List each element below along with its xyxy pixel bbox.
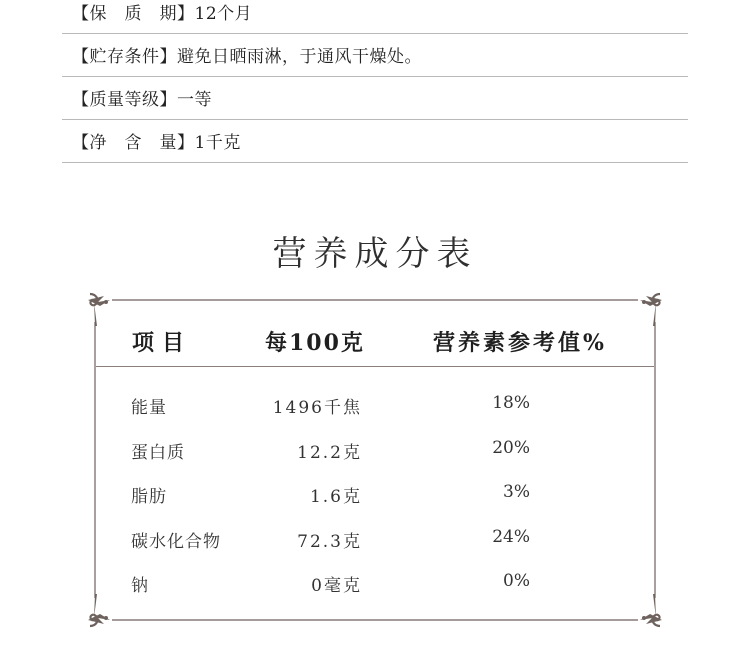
table-row: [0, 393, 750, 433]
header-per-100g: 每100克: [265, 330, 365, 356]
table-row: [0, 571, 750, 611]
spec-row-shelf-life: [62, 0, 688, 34]
spec-row-storage: [62, 34, 688, 77]
spec-value: 12个月: [194, 4, 253, 24]
spec-value: 避免日晒雨淋，于通风干燥处。: [177, 47, 422, 67]
header-item: 项目: [132, 330, 193, 356]
nutrition-table-title: 营养成分表: [272, 234, 478, 274]
spec-key: 【净 含 量】: [72, 133, 195, 153]
nutrient-nrv: 24%: [492, 527, 530, 547]
header-divider: [96, 366, 654, 367]
spec-value: 一等: [177, 90, 212, 110]
nutrient-amount: 1496千焦: [272, 398, 362, 418]
nutrient-name: 钠: [131, 576, 149, 596]
nutrient-name: 蛋白质: [131, 443, 185, 463]
nutrient-name: 能量: [131, 398, 167, 418]
spec-row-grade: [62, 77, 688, 120]
nutrient-amount: 12.2克: [297, 443, 362, 463]
spec-row-net-weight: [62, 120, 688, 163]
spec-key: 【保 质 期】: [72, 4, 195, 24]
spec-value: 1千克: [194, 133, 241, 153]
nutrient-nrv: 3%: [503, 482, 530, 502]
header-nrv-percent: 营养素参考值%: [433, 330, 607, 356]
nutrient-amount: 72.3克: [297, 532, 362, 552]
nutrient-nrv: 0%: [503, 571, 530, 591]
nutrient-amount: 0毫克: [311, 576, 362, 596]
table-row: [0, 482, 750, 522]
nutrient-amount: 1.6克: [309, 487, 362, 507]
product-spec-list: [62, 0, 688, 163]
table-row: [0, 438, 750, 478]
nutrient-nrv: 20%: [492, 438, 530, 458]
nutrient-name: 碳水化合物: [131, 532, 221, 552]
spec-key: 【贮存条件】: [72, 47, 177, 67]
spec-key: 【质量等级】: [72, 90, 177, 110]
table-row: [0, 527, 750, 567]
nutrient-nrv: 18%: [492, 393, 530, 413]
nutrient-name: 脂肪: [131, 487, 167, 507]
